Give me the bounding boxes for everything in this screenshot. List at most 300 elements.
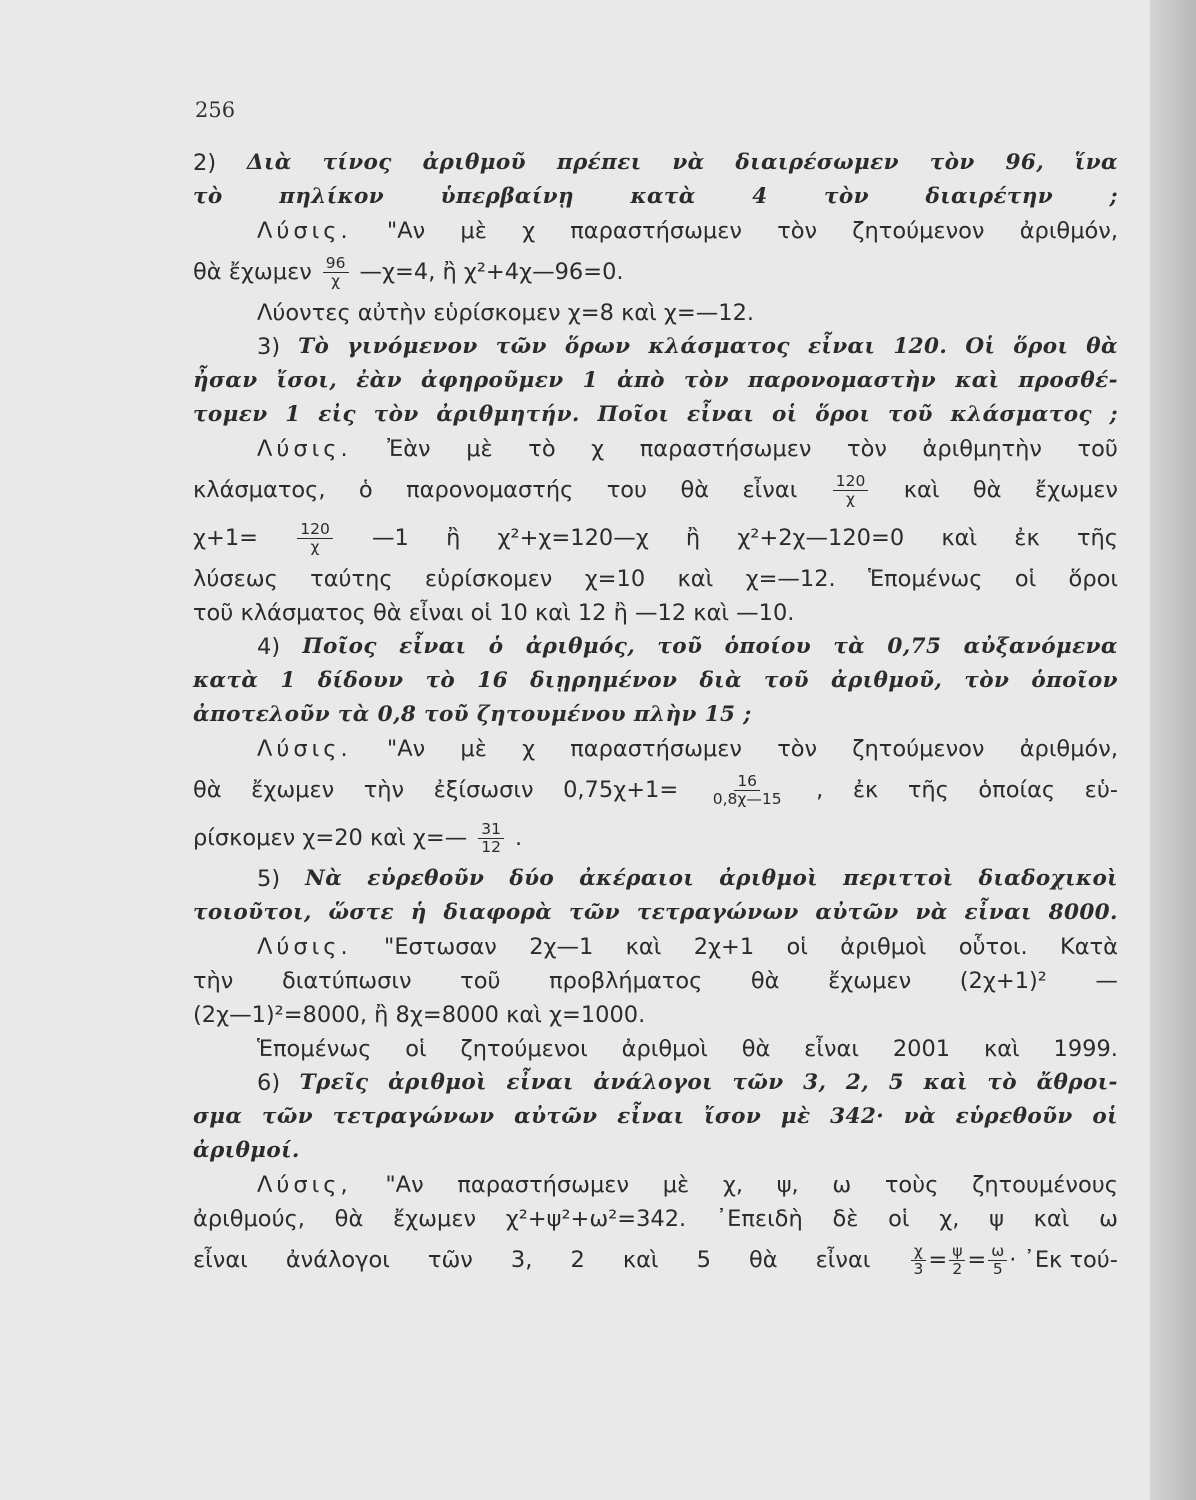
word: ἐὰν (356, 368, 402, 393)
word: μὲ (662, 1172, 690, 1198)
word: ἢ (446, 525, 461, 551)
word: χ=10 (584, 566, 646, 592)
fraction-denominator: 0,8χ—15 (712, 789, 782, 808)
word: κλάσματος (648, 334, 790, 359)
word: σμα (193, 1104, 243, 1129)
word: ἦσαν (193, 368, 258, 393)
word: εἶναι (399, 634, 467, 659)
word: οὗτοι. (958, 934, 1028, 960)
word: 1 (285, 402, 301, 427)
word: κλάσματος, (193, 477, 326, 503)
fraction (323, 255, 349, 290)
word: τὸ (193, 184, 223, 209)
word: Κατὰ (1059, 934, 1118, 960)
word: ψ (989, 1206, 1004, 1232)
word: παρονομαστής (406, 477, 574, 503)
text-segment: (2χ—1)²=8000, ἢ 8χ=8000 καὶ χ=1000. (193, 1002, 646, 1028)
fraction (297, 521, 333, 556)
word: τὸν (929, 150, 975, 175)
word: λύσεως (193, 566, 278, 592)
word: 120. (893, 334, 948, 359)
word: καὶ (941, 525, 978, 551)
word: ὁποῖον (1031, 668, 1118, 693)
word: Τὸ (298, 334, 330, 359)
text-line (193, 766, 1118, 814)
fraction (478, 821, 504, 856)
word: θὰ (750, 968, 780, 994)
word: 3, (510, 1247, 533, 1273)
word: τοῦ (657, 634, 703, 659)
word: τὴν (363, 777, 405, 803)
text-line (193, 814, 1118, 862)
word: ἄθροι- (1036, 1070, 1118, 1095)
fraction (833, 473, 869, 508)
word: εἶναι (815, 1247, 871, 1273)
word: ἵνα (1074, 150, 1118, 175)
word: δίδουν (317, 668, 404, 693)
word: πρέπει (556, 150, 642, 175)
text-line (193, 664, 1118, 698)
word: τὸν (373, 402, 419, 427)
word: ἀπὸ (617, 368, 665, 393)
word: ἐξίσωσιν (433, 777, 534, 803)
word: τοῦ (460, 968, 501, 994)
word: ἀριθμοὶ (388, 1070, 487, 1095)
word: νὰ (672, 150, 705, 175)
word: Ποῖοι (597, 402, 670, 427)
word: οἱ (786, 934, 808, 960)
text-line (193, 1066, 1118, 1100)
text-line (193, 398, 1118, 432)
word: "Αν (386, 218, 426, 244)
word: ἴσοι, (276, 368, 338, 393)
word: τὸν (847, 436, 887, 462)
word: ὅρων (564, 334, 631, 359)
word: (2χ+1)² (959, 968, 1047, 994)
word: χ, (722, 1172, 744, 1198)
word: ὅροι (1013, 334, 1069, 359)
fraction-denominator: 2 (952, 1259, 963, 1278)
text-line (193, 146, 1118, 180)
word: καὶ (983, 1036, 1020, 1062)
fraction-denominator: χ (310, 537, 320, 556)
word: πηλίκον (279, 184, 385, 209)
word: Ἑπομένως (257, 1036, 372, 1062)
word: ἀριθμούς, (193, 1206, 305, 1232)
word: καὶ (923, 1070, 968, 1095)
word: ἀριθμητὴν (922, 436, 1042, 462)
fraction-numerator: ω (988, 1243, 1007, 1261)
word: —1 (372, 525, 409, 551)
word: ἔχωμεν (1034, 477, 1118, 503)
text-line (193, 180, 1118, 214)
word: τομεν (193, 402, 268, 427)
word: εἶναι (506, 1070, 574, 1095)
word: ἀριθμητήν. (436, 402, 580, 427)
page-body (193, 146, 1118, 1284)
text-segment: 2) (193, 150, 217, 176)
word: 0,75 (887, 634, 942, 659)
word: καὶ (955, 368, 1000, 393)
word: παραστήσωμεν (457, 1172, 630, 1198)
word: 96, (1005, 150, 1045, 175)
word: θὰ (193, 777, 222, 803)
page-edge (1150, 0, 1196, 1500)
text-line (193, 248, 1118, 296)
word: ἀνάλογοι (285, 1247, 390, 1273)
fraction (949, 1243, 965, 1278)
word: ἴσον (704, 1104, 762, 1129)
word: τοιοῦτοι, (193, 900, 312, 925)
word: 1 (582, 368, 598, 393)
problem-statement: ἀποτελοῦν τὰ 0,8 τοῦ ζητουμένου πλὴν 15 ; (193, 702, 752, 727)
word: οἱ (1092, 1104, 1118, 1129)
word: εὑρεθοῦν (955, 1104, 1073, 1129)
word: τὸ (425, 668, 456, 693)
word: δὲ (832, 1206, 859, 1232)
word: ὥστε (328, 900, 394, 925)
word: εἰς (318, 402, 357, 427)
word: κατὰ (630, 184, 696, 209)
word: ; (1109, 184, 1118, 209)
text-segment: 4) (257, 634, 281, 660)
word: δύο (509, 866, 555, 891)
word: τὰ (833, 634, 866, 659)
solution-label: Λύσις. (257, 218, 352, 244)
word: παραστήσωμεν (570, 218, 742, 244)
word: 16 (477, 668, 508, 693)
word: ἀφηροῦμεν (421, 368, 564, 393)
word: εἶναι (964, 900, 1032, 925)
word: ὁποίας (978, 777, 1056, 803)
text-segment: χ+1= (193, 525, 259, 551)
word: νὰ (903, 1104, 936, 1129)
text-segment: 6) (257, 1070, 281, 1096)
word: τῶν (427, 1247, 473, 1273)
word: ἔχωμεν (393, 1206, 477, 1232)
word: μὲ (466, 436, 493, 462)
word: 5 (888, 1070, 905, 1095)
text-segment: · ᾿Εκ τού- (1009, 1246, 1118, 1273)
word: αὐτῶν (514, 1104, 598, 1129)
text-line (193, 1134, 1118, 1168)
word: τῶν (495, 334, 547, 359)
fraction (710, 773, 785, 808)
word: νὰ (915, 900, 948, 925)
word: ἀριθμοῦ, (831, 668, 943, 693)
word: 2001 (892, 1036, 951, 1062)
word: τοῦ (1077, 436, 1118, 462)
word: καὶ (622, 1247, 659, 1273)
word: 5 (696, 1247, 711, 1273)
word: , (816, 777, 824, 803)
word: καὶ (625, 934, 662, 960)
text-segment: 5) (257, 866, 281, 892)
word: κλάσματος (950, 402, 1092, 427)
word: καὶ (1033, 1206, 1070, 1232)
fraction-numerator: 31 (478, 821, 504, 839)
word: ὅροι (815, 402, 871, 427)
word: ἀριθμοὶ (719, 866, 819, 891)
word: διῃρημένον (530, 668, 678, 693)
word: 2χ—1 (529, 934, 594, 960)
word: διὰ (699, 668, 742, 693)
word: ὅροι (1068, 566, 1118, 592)
word: διαιρέσωμεν (735, 150, 899, 175)
text-line (193, 698, 1118, 732)
word: εἶναι (804, 1036, 859, 1062)
text-line (193, 1236, 1118, 1284)
text-line (193, 466, 1118, 514)
word: διατύπωσιν (281, 968, 412, 994)
word: διαδοχικοὶ (978, 866, 1118, 891)
text-line (193, 998, 1118, 1032)
word: ζητουμένους (972, 1172, 1118, 1198)
text-line (193, 214, 1118, 248)
word: ἀκέραιοι (579, 866, 695, 891)
text-segment: Λύοντες αὐτὴν εὑρίσκομεν χ=8 καὶ χ=—12. (257, 300, 755, 326)
word: θὰ (972, 477, 1002, 503)
word: διαιρέτην (925, 184, 1054, 209)
text-line (193, 732, 1118, 766)
word: θὰ (334, 1206, 364, 1232)
word: τῶν (732, 1070, 784, 1095)
word: καὶ (903, 477, 940, 503)
word: 1999. (1053, 1036, 1118, 1062)
word: εὑρίσκομεν (424, 566, 553, 592)
word: Ποῖος (302, 634, 377, 659)
fraction-numerator: 96 (323, 255, 349, 273)
text-line (193, 562, 1118, 596)
fraction-denominator: χ (846, 489, 856, 508)
word: 8000. (1048, 900, 1118, 925)
word: ἡ (410, 900, 427, 925)
text-line (193, 630, 1118, 664)
word: μὲ (460, 218, 487, 244)
word: ψ, (776, 1172, 799, 1198)
text-line (193, 364, 1118, 398)
word: γινόμενον (347, 334, 478, 359)
word: τοῦ (887, 402, 933, 427)
text-segment: —χ=4, ἢ χ²+4χ—96=0. (359, 259, 624, 285)
word: ὑπερβαίνῃ (440, 184, 574, 209)
word: τῆς (907, 777, 949, 803)
word: Οἱ (965, 334, 996, 359)
word: 4 (752, 184, 768, 209)
text-line (193, 1100, 1118, 1134)
word: ἀριθμοῦ (422, 150, 526, 175)
fraction-denominator: χ (331, 271, 341, 290)
word: τὴν (193, 968, 234, 994)
text-segment: = (967, 1246, 987, 1273)
word: ; (1109, 402, 1118, 427)
text-segment: τοῦ κλάσματος θὰ εἶναι οἱ 10 καὶ 12 ἢ —12 καὶ —10. (193, 600, 795, 626)
fraction (910, 1243, 926, 1278)
fraction-numerator: 120 (833, 473, 869, 491)
word: εἶναι (807, 334, 876, 359)
solution-label: Λύσις. (257, 436, 352, 462)
word: τὸν (777, 736, 818, 762)
text-line (193, 330, 1118, 364)
word: χ (591, 436, 605, 462)
word: τὸν (777, 218, 818, 244)
word: διαφορὰ (443, 900, 553, 925)
word: αὐτῶν (815, 900, 899, 925)
word: 2, (845, 1070, 870, 1095)
word: "Αν (385, 1172, 424, 1198)
word: 1 (280, 668, 296, 693)
word: τὸ (987, 1070, 1018, 1095)
text-line (193, 432, 1118, 466)
word: τοὺς (884, 1172, 939, 1198)
fraction-denominator: 5 (992, 1259, 1003, 1278)
word: οἱ (405, 1036, 427, 1062)
word: χ²+2χ—120=0 (737, 525, 905, 551)
text-line (193, 896, 1118, 930)
word: θὰ (680, 477, 710, 503)
word: 0,75χ+1= (563, 777, 679, 803)
word: οἱ (772, 402, 798, 427)
text-segment: θὰ ἔχωμεν (193, 259, 312, 285)
word: ὁ (358, 477, 373, 503)
word: του (606, 477, 648, 503)
word: χ, (939, 1206, 960, 1232)
word: μὲ (460, 736, 487, 762)
word: ἀνάλογοι (593, 1070, 713, 1095)
solution-label: Λύσις. (257, 736, 352, 762)
fraction-denominator: 3 (913, 1259, 924, 1278)
word: Ἑπομένως (868, 566, 983, 592)
word: ὁποίου (724, 634, 812, 659)
solution-label: Λύσις. (257, 934, 352, 960)
word: ἔχωμεν (251, 777, 335, 803)
word: ζητούμενον (852, 218, 985, 244)
word: 3, (803, 1070, 827, 1095)
word: ἔχωμεν (828, 968, 912, 994)
word: εἶναι (687, 402, 755, 427)
word: εὑρεθοῦν (367, 866, 485, 891)
word: ἀριθμόν, (1019, 218, 1118, 244)
word: τῆς (1076, 525, 1118, 551)
word: ἐκ (1014, 525, 1040, 551)
word: τετραγώνων (636, 900, 799, 925)
word: ταύτης (310, 566, 393, 592)
word: μὲ (780, 1104, 811, 1129)
word: τετραγώνων (332, 1104, 495, 1129)
word: 2 (570, 1247, 585, 1273)
word: παρονομαστὴν (747, 368, 937, 393)
word: τῶν (261, 1104, 314, 1129)
word: προβλήματος (549, 968, 703, 994)
word: χ (522, 736, 536, 762)
word: ἀριθμοὶ (621, 1036, 708, 1062)
fraction-denominator: 12 (481, 837, 501, 856)
word: εἶναι (193, 1247, 248, 1273)
word: εὑ- (1084, 777, 1118, 803)
ratio-group (908, 1243, 1117, 1278)
text-segment: 3) (257, 334, 281, 360)
word: ᾿Επειδὴ (715, 1206, 803, 1232)
word: θὰ (748, 1247, 778, 1273)
word: χ=—12. (745, 566, 836, 592)
fraction-numerator: ψ (949, 1243, 965, 1261)
word: ζητούμενοι (460, 1036, 588, 1062)
word: Τρεῖς (299, 1070, 369, 1095)
fraction-numerator: 120 (297, 521, 333, 539)
text-line (193, 596, 1118, 630)
word: χ²+ψ²+ω²=342. (505, 1206, 687, 1232)
fraction-numerator: χ (911, 1243, 926, 1261)
fraction (988, 1243, 1007, 1278)
word: παραστήσωμεν (570, 736, 742, 762)
word: ἐκ (852, 777, 879, 803)
word: ἀριθμόν, (1019, 736, 1118, 762)
text-line (193, 862, 1118, 896)
word: ω (832, 1172, 852, 1198)
word: ω (1099, 1206, 1118, 1232)
word: τοῦ (764, 668, 809, 693)
solution-label: Λύσις, (257, 1172, 352, 1198)
problem-statement: ἀριθμοί. (193, 1138, 300, 1163)
fraction-numerator: 16 (734, 773, 760, 791)
word: Διὰ (246, 150, 292, 175)
word: εἶναι (617, 1104, 685, 1129)
word: — (1095, 968, 1118, 994)
word: προσθέ- (1018, 368, 1118, 393)
word: κατὰ (193, 668, 259, 693)
word: εἶναι (742, 477, 798, 503)
word: τὸν (683, 368, 729, 393)
word: Νὰ (305, 866, 343, 891)
word: ἢ (685, 525, 701, 551)
text-line (193, 514, 1118, 562)
text-line (193, 1168, 1118, 1202)
word: περιττοὶ (843, 866, 954, 891)
word: ἀριθμός, (525, 634, 636, 659)
word: θὰ (1086, 334, 1118, 359)
word: τὸ (528, 436, 556, 462)
word: ὁ (488, 634, 504, 659)
word: οἱ (1014, 566, 1037, 592)
word: οἱ (888, 1206, 910, 1232)
text-segment: ρίσκομεν χ=20 καὶ χ=— (193, 825, 468, 851)
word: Ἐὰν (387, 436, 431, 462)
word: αὐξανόμενα (963, 634, 1118, 659)
text-segment: . (514, 825, 523, 851)
word: χ²+χ=120—χ (497, 525, 649, 551)
page-number: 256 (195, 98, 236, 122)
word: τὸν (824, 184, 869, 209)
word: ἀριθμοὶ (840, 934, 927, 960)
text-line (193, 1202, 1118, 1236)
word: χ (522, 218, 536, 244)
text-line (193, 930, 1118, 964)
word: "Αν (386, 736, 426, 762)
word: 342· (830, 1104, 885, 1129)
text-line (193, 1032, 1118, 1066)
word: παραστήσωμεν (639, 436, 812, 462)
word: θὰ (741, 1036, 771, 1062)
word: καὶ (677, 566, 714, 592)
word: "Εστωσαν (383, 934, 497, 960)
word: ζητούμενον (852, 736, 985, 762)
word: τῶν (569, 900, 621, 925)
text-line (193, 296, 1118, 330)
word: τίνος (322, 150, 392, 175)
text-line (193, 964, 1118, 998)
word: τὸν (964, 668, 1010, 693)
word: 2χ+1 (693, 934, 755, 960)
